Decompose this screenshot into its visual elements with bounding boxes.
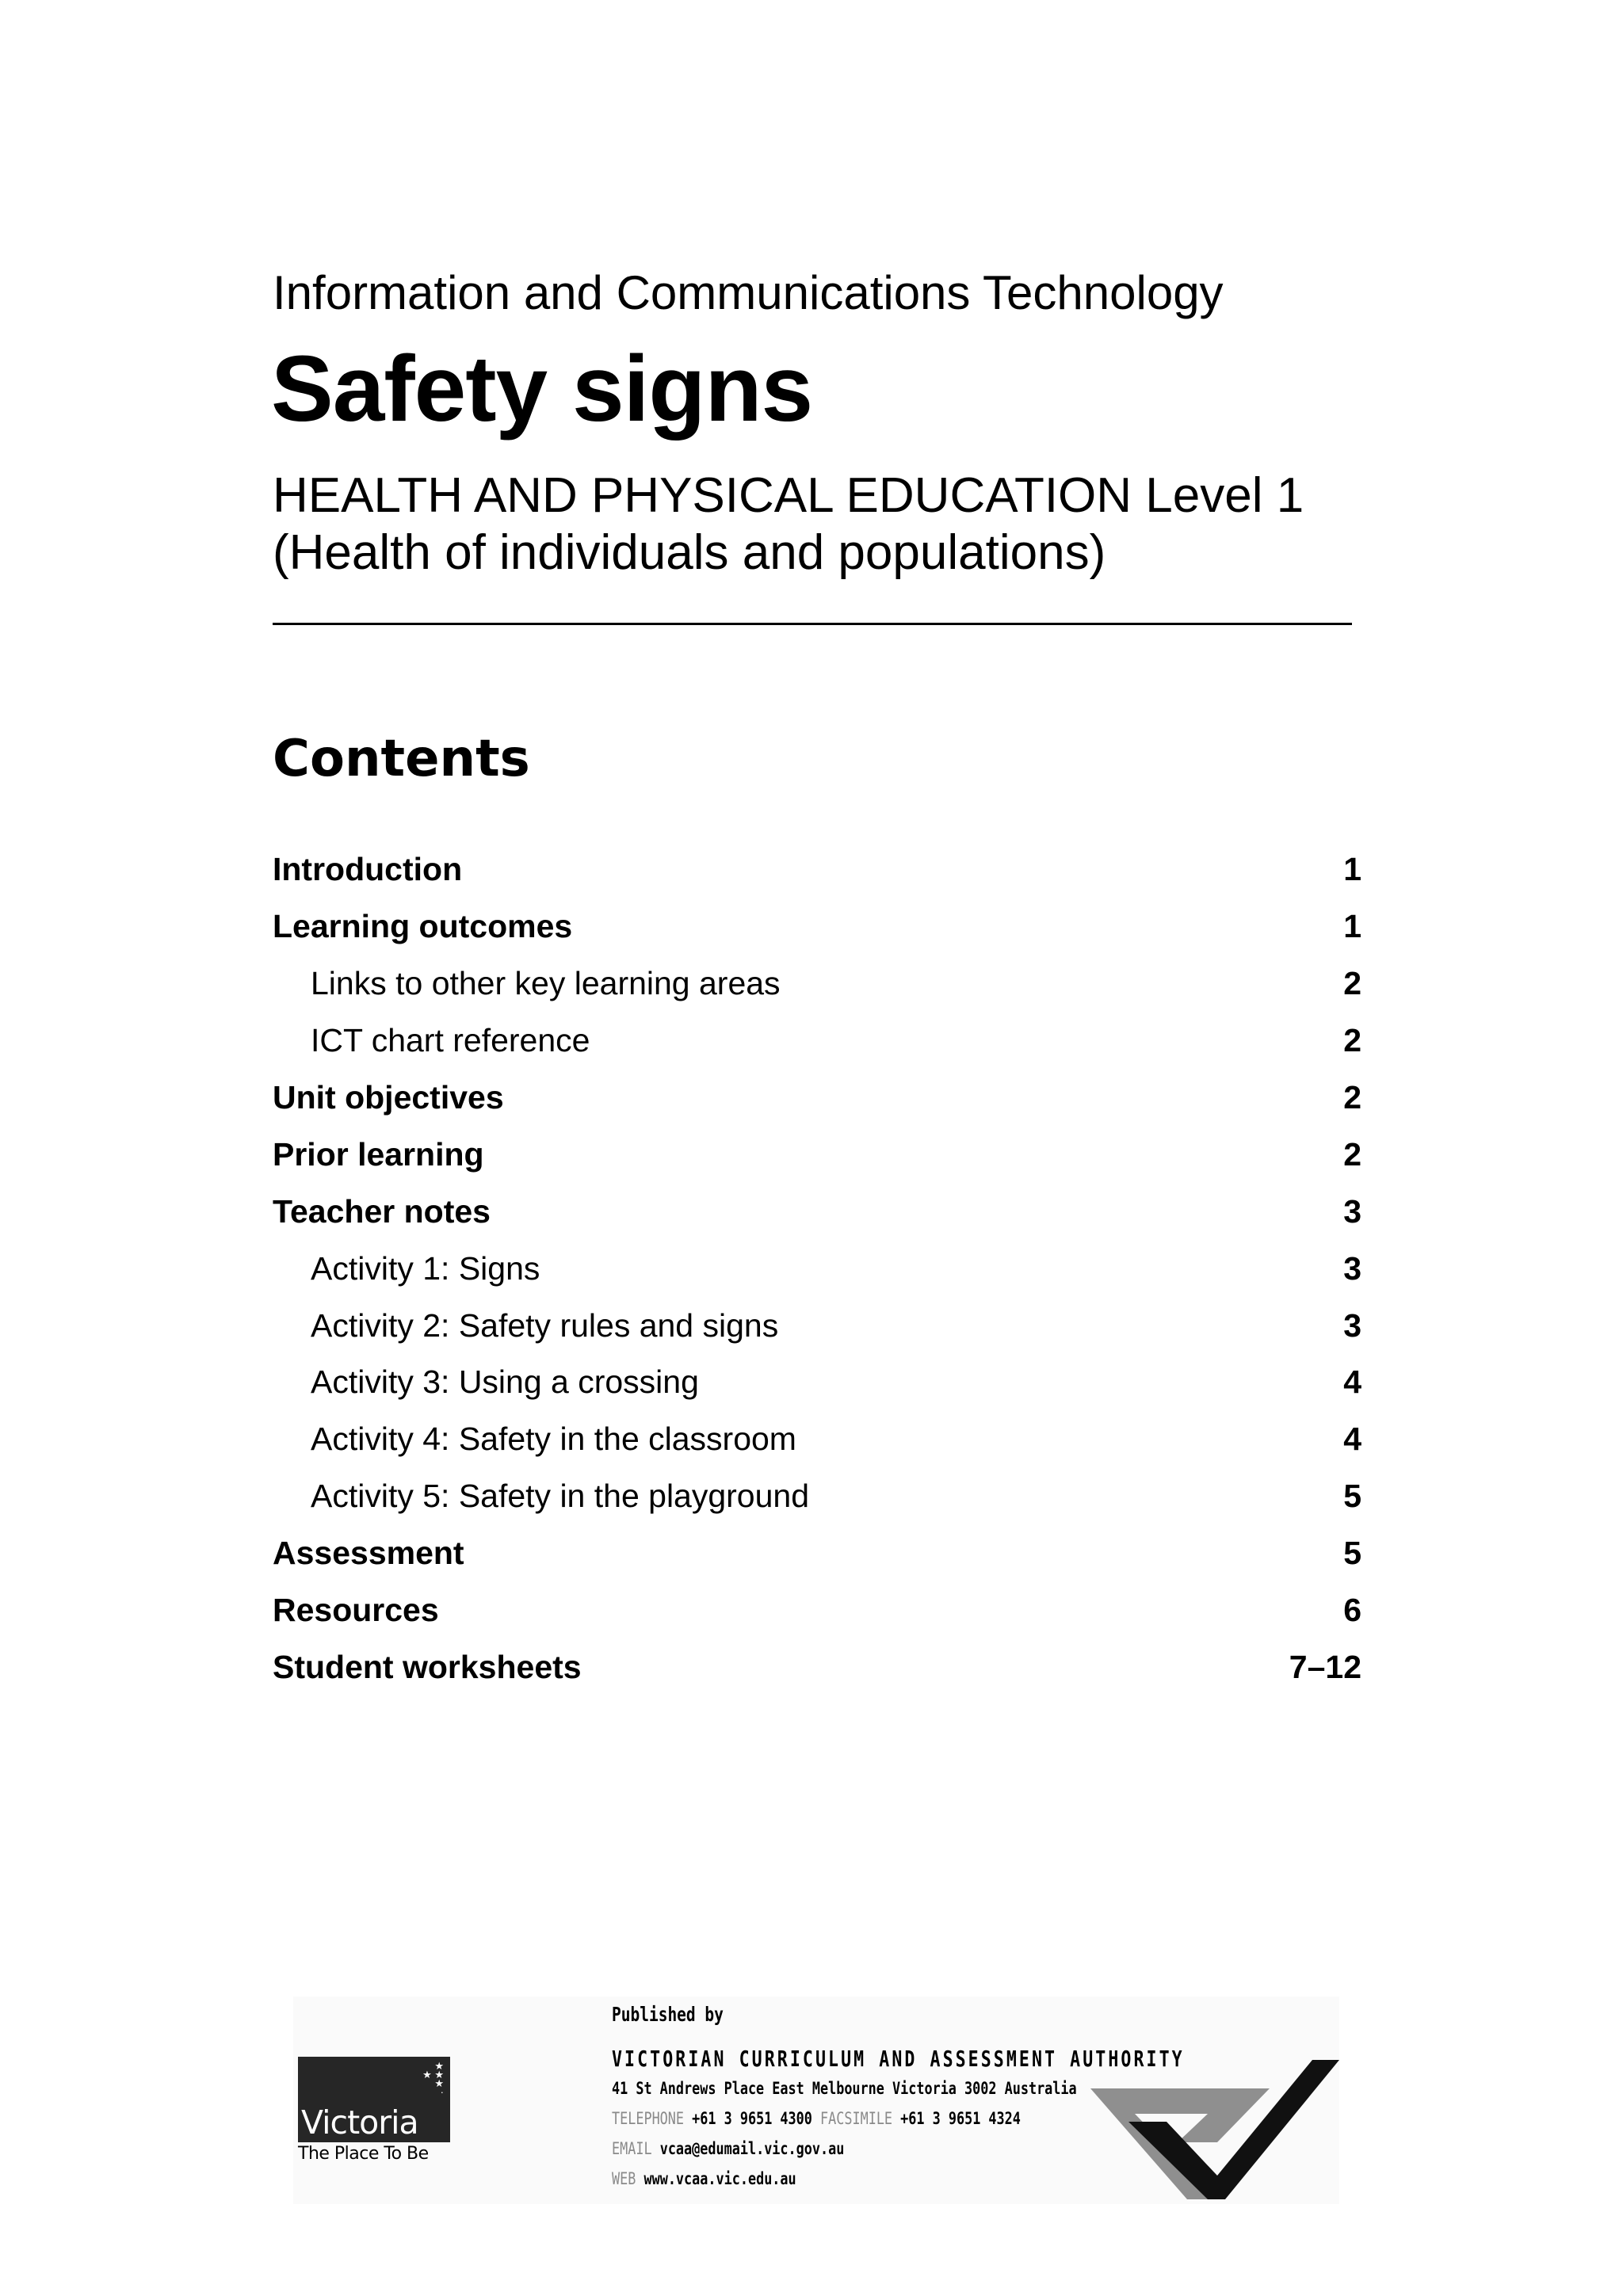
publisher-address: 41 St Andrews Place East Melbourne Victoria 3002 Australia: [612, 2079, 1077, 2098]
toc-subentry[interactable]: [273, 1468, 1361, 1525]
document-title: Safety signs: [271, 337, 813, 441]
telephone-label: TELEPHONE: [612, 2109, 685, 2128]
document-subtitle: [273, 467, 1304, 582]
toc-entry-page: 1: [1343, 908, 1361, 945]
toc-entry-page: 7–12: [1289, 1648, 1361, 1685]
toc-entry-page: 5: [1343, 1535, 1361, 1572]
toc-entry-label: Prior learning: [273, 1135, 484, 1173]
document-kicker: Information and Communications Technology: [273, 266, 1224, 319]
toc-entry[interactable]: [273, 1525, 1361, 1582]
toc-entry-page: 2: [1343, 1079, 1361, 1116]
toc-subentry[interactable]: [273, 1297, 1361, 1354]
publisher-web-line: [612, 2169, 796, 2188]
toc-entry[interactable]: [273, 898, 1361, 955]
toc-entry-label: Links to other key learning areas: [311, 965, 781, 1002]
toc-entry-label: Activity 4: Safety in the classroom: [311, 1421, 796, 1458]
toc-entry-page: 4: [1343, 1363, 1361, 1401]
toc-entry-page: 4: [1343, 1421, 1361, 1458]
telephone-value: +61 3 9651 4300: [692, 2109, 812, 2128]
toc-entry[interactable]: [273, 1070, 1361, 1127]
toc-entry-page: 2: [1343, 965, 1361, 1002]
toc-entry-page: 2: [1343, 1135, 1361, 1173]
email-label: EMAIL: [612, 2139, 652, 2158]
toc-entry-page: 1: [1343, 851, 1361, 888]
victoria-logo-tagline: The Place To Be: [298, 2144, 429, 2164]
toc-entry-label: Activity 3: Using a crossing: [311, 1363, 699, 1401]
toc-entry-label: ICT chart reference: [311, 1022, 590, 1059]
vcaa-logo-icon: [1090, 2044, 1339, 2199]
toc-entry-label: Learning outcomes: [273, 908, 573, 945]
contents-heading: Contents: [273, 730, 530, 788]
toc-entry-page: 5: [1343, 1478, 1361, 1515]
toc-entry[interactable]: [273, 1126, 1361, 1183]
title-divider: [273, 623, 1352, 625]
toc-entry-page: 3: [1343, 1306, 1361, 1344]
toc-entry-label: Activity 1: Signs: [311, 1249, 540, 1287]
vcaa-logo-black-tick: [1128, 2060, 1339, 2199]
subtitle-line-1: HEALTH AND PHYSICAL EDUCATION Level 1: [273, 468, 1304, 523]
subtitle-line-2: (Health of individuals and populations): [273, 525, 1106, 580]
victoria-logo: [298, 2057, 450, 2164]
toc-entry-page: 2: [1343, 1022, 1361, 1059]
toc-entry-label: Unit objectives: [273, 1079, 504, 1116]
toc-entry-label: Student worksheets: [273, 1648, 582, 1685]
victoria-logo-word: Victoria: [301, 2103, 418, 2142]
facsimile-label: FACSIMILE: [820, 2109, 893, 2128]
toc-entry-page: 3: [1343, 1192, 1361, 1230]
victoria-logo-box: [298, 2057, 450, 2142]
toc-entry-page: 3: [1343, 1249, 1361, 1287]
toc-entry-label: Activity 2: Safety rules and signs: [311, 1306, 779, 1344]
toc-entry-label: Introduction: [273, 851, 463, 888]
facsimile-value: +61 3 9651 4324: [900, 2109, 1021, 2128]
toc-subentry[interactable]: [273, 1240, 1361, 1297]
southern-cross-stars-icon: ★ ★ ★ ★ ·: [422, 2060, 444, 2098]
publisher-phone-line: [612, 2109, 1021, 2128]
toc-subentry[interactable]: [273, 1354, 1361, 1411]
publisher-footer: [293, 1997, 1339, 2204]
toc-entry-label: Teacher notes: [273, 1192, 491, 1230]
toc-subentry[interactable]: [273, 1013, 1361, 1070]
web-value: www.vcaa.vic.edu.au: [643, 2169, 796, 2188]
published-by-label: Published by: [612, 2003, 724, 2026]
toc-entry-label: Assessment: [273, 1535, 464, 1572]
publisher-email-line: [612, 2139, 844, 2158]
toc-entry-label: Resources: [273, 1592, 439, 1629]
toc-entry[interactable]: [273, 841, 1361, 898]
toc-entry-page: 6: [1343, 1592, 1361, 1629]
toc-entry[interactable]: [273, 1582, 1361, 1639]
toc-subentry[interactable]: [273, 1411, 1361, 1468]
table-of-contents: [273, 841, 1361, 1695]
publisher-name: VICTORIAN CURRICULUM AND ASSESSMENT AUTHORITY: [612, 2046, 1185, 2072]
toc-entry[interactable]: [273, 1638, 1361, 1695]
toc-entry[interactable]: [273, 1183, 1361, 1240]
web-label: WEB: [612, 2169, 636, 2188]
email-value: vcaa@edumail.vic.gov.au: [659, 2139, 845, 2158]
toc-entry-label: Activity 5: Safety in the playground: [311, 1478, 810, 1515]
toc-subentry[interactable]: [273, 955, 1361, 1013]
